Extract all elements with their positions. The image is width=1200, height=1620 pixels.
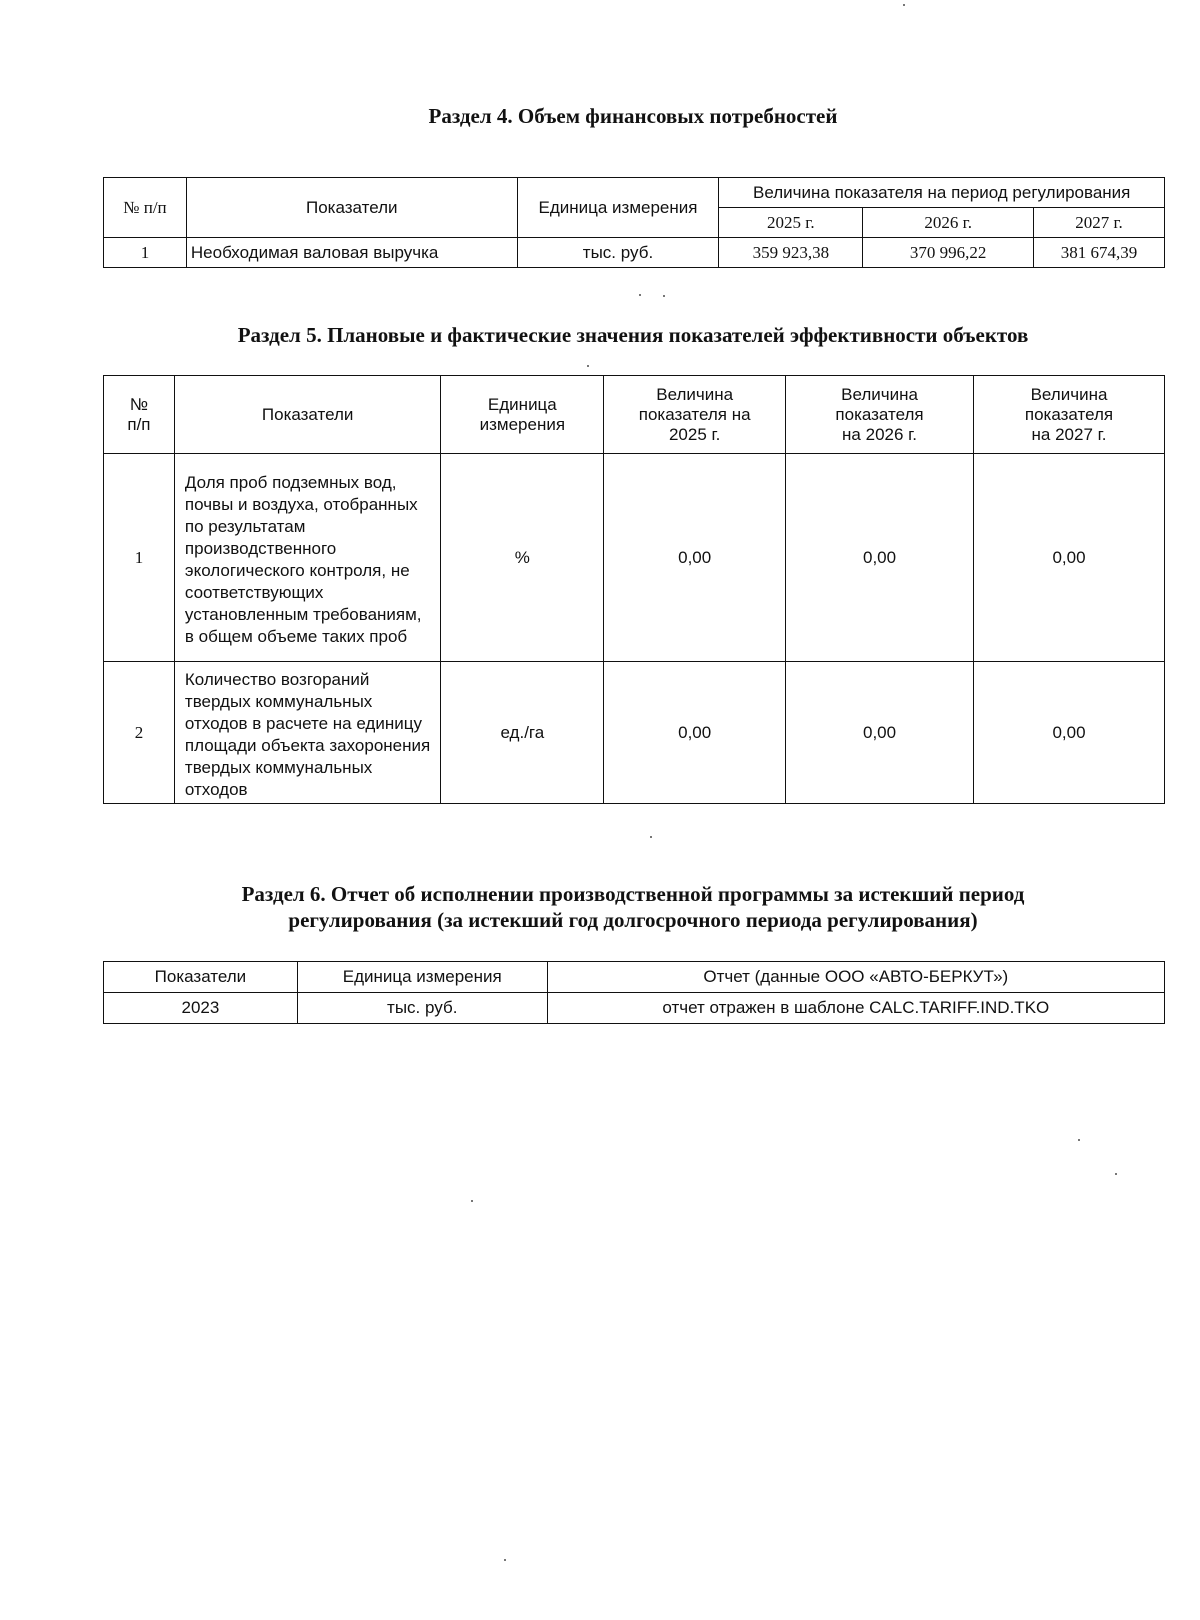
section6-title-line2: регулирования (за истекший год долгосрочного периода регулирования)	[288, 908, 978, 932]
cell-num: 1	[104, 454, 175, 662]
col-header-indicators: Показатели	[174, 376, 441, 454]
scan-speck	[587, 365, 589, 367]
col-header-year: Величина показателя на 2026 г.	[786, 376, 974, 454]
scan-speck	[1115, 1173, 1117, 1175]
table-header-row	[104, 178, 1165, 208]
col-header-num: № п/п	[104, 376, 175, 454]
scan-speck	[650, 836, 652, 838]
col-header-unit: Единица измерения	[517, 178, 719, 238]
cell-unit: %	[441, 454, 604, 662]
table-row	[104, 662, 1165, 804]
cell-value: 0,00	[604, 662, 786, 804]
col-header-year: 2025 г.	[719, 208, 863, 238]
cell-value: 359 923,38	[719, 238, 863, 268]
efficiency-indicators-table	[103, 375, 1165, 804]
col-header-year: Величина показателя на 2027 г.	[974, 376, 1165, 454]
cell-unit: тыс. руб.	[297, 993, 547, 1024]
col-header-year: Величина показателя на 2025 г.	[604, 376, 786, 454]
financial-needs-table	[103, 177, 1165, 268]
col-header-year: 2026 г.	[863, 208, 1034, 238]
cell-value: 0,00	[786, 662, 974, 804]
scan-speck	[663, 295, 665, 297]
cell-value: 0,00	[974, 454, 1165, 662]
cell-indicator: Доля проб подземных вод, почвы и воздуха, отобранных по результатам производственного экологического контроля, не соответствующих установленным требованиям, в общем объеме таких проб	[174, 454, 441, 662]
scan-speck	[1078, 1139, 1080, 1141]
section5-title: Раздел 5. Плановые и фактические значения показателей эффективности объектов	[237, 323, 1029, 347]
col-header-period: Величина показателя на период регулирования	[719, 178, 1165, 208]
col-header-indicators: Показатели	[186, 178, 517, 238]
table-row	[104, 993, 1165, 1024]
cell-report: отчет отражен в шаблоне CALC.TARIFF.IND.TKO	[547, 993, 1164, 1024]
cell-indicator: Количество возгораний твердых коммунальных отходов в расчете на единицу площади объекта захоронения твердых коммунальных отходов	[174, 662, 441, 804]
cell-unit: ед./га	[441, 662, 604, 804]
cell-indicator: 2023	[104, 993, 298, 1024]
table-header-row	[104, 376, 1165, 454]
cell-indicator: Необходимая валовая выручка	[186, 238, 517, 268]
section6-title-line1: Раздел 6. Отчет об исполнении производственной программы за истекший период	[241, 882, 1025, 906]
cell-value: 0,00	[604, 454, 786, 662]
cell-num: 2	[104, 662, 175, 804]
scan-speck	[504, 1559, 506, 1561]
cell-value: 381 674,39	[1034, 238, 1165, 268]
table-header-row	[104, 962, 1165, 993]
col-header-report: Отчет (данные ООО «АВТО-БЕРКУТ»)	[547, 962, 1164, 993]
scan-speck	[639, 294, 641, 296]
col-header-unit: Единица измерения	[441, 376, 604, 454]
cell-unit: тыс. руб.	[517, 238, 719, 268]
table-row	[104, 238, 1165, 268]
cell-num: 1	[104, 238, 187, 268]
cell-value: 0,00	[974, 662, 1165, 804]
col-header-year: 2027 г.	[1034, 208, 1165, 238]
scan-speck	[903, 4, 905, 6]
section4-title: Раздел 4. Объем финансовых потребностей	[428, 104, 838, 128]
table-row	[104, 454, 1165, 662]
col-header-indicators: Показатели	[104, 962, 298, 993]
col-header-unit: Единица измерения	[297, 962, 547, 993]
program-report-table	[103, 961, 1165, 1024]
scan-speck	[471, 1200, 473, 1202]
col-header-num: № п/п	[104, 178, 187, 238]
cell-value: 370 996,22	[863, 238, 1034, 268]
cell-value: 0,00	[786, 454, 974, 662]
